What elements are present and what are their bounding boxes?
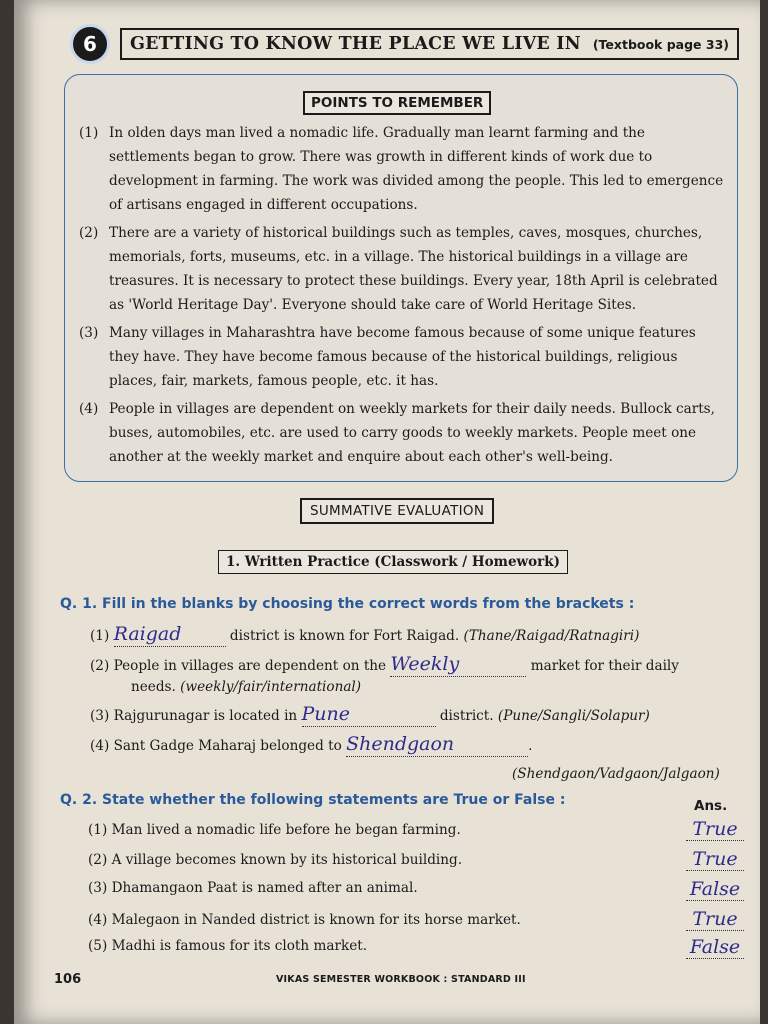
chapter-number-badge: 6: [70, 24, 110, 64]
points-list: [79, 121, 727, 473]
q1-item-4-options: [512, 764, 720, 784]
item-number: (4): [90, 738, 110, 754]
item-text-cont: needs.: [131, 679, 176, 695]
item-number: (3): [88, 880, 108, 896]
question-2-label: Q. 2. State whether the following statements are True or False :: [60, 792, 566, 808]
handwritten-answer: True: [686, 818, 744, 841]
handwritten-answer: True: [686, 908, 744, 931]
item-text: Man lived a nomadic life before he began farming.: [111, 822, 461, 838]
handwritten-answer: True: [686, 848, 744, 871]
handwritten-answer: Weekly: [390, 653, 460, 675]
options: (weekly/fair/international): [180, 679, 362, 695]
points-heading: POINTS TO REMEMBER: [303, 91, 491, 115]
q1-item-3: [90, 704, 650, 727]
point-number: (2): [79, 225, 99, 241]
item-text-pre: People in villages are dependent on the: [113, 658, 387, 674]
item-number: (3): [90, 708, 110, 724]
q1-item-1: [90, 624, 639, 647]
q1-item-4: [90, 734, 532, 757]
blank-answer: [346, 734, 528, 757]
item-text: district is known for Fort Raigad.: [229, 628, 460, 644]
point-item: [79, 121, 727, 217]
q2-item-1: [88, 820, 461, 840]
item-text-pre: Rajgurunagar is located in: [113, 708, 298, 724]
item-number: (1): [90, 628, 110, 644]
point-text: People in villages are dependent on weekly markets for their daily needs. Bullock carts, buses, automobiles, etc. are used to carry goods to weekly markets. People meet one another at the weekly market and enquire about each other's well-being.: [109, 401, 715, 465]
point-item: [79, 397, 727, 469]
point-item: [79, 221, 727, 317]
answer-column-label: Ans.: [694, 798, 728, 814]
item-text-post: market for their daily: [530, 658, 679, 674]
points-to-remember-box: [64, 74, 738, 482]
q2-item-2: [88, 850, 462, 870]
q1-item-2-cont: [131, 677, 361, 697]
options: (Shendgaon/Vadgaon/Jalgaon): [512, 766, 720, 782]
page-number: 106: [54, 972, 82, 987]
chapter-title-box: [120, 28, 739, 60]
blank-answer: [302, 704, 436, 727]
options: (Pune/Sangli/Solapur): [497, 708, 650, 724]
item-number: (4): [88, 912, 108, 928]
item-text-pre: Sant Gadge Maharaj belonged to: [113, 738, 342, 754]
point-number: (3): [79, 325, 99, 341]
chapter-header: [70, 24, 739, 64]
item-number: (2): [88, 852, 108, 868]
item-number: (5): [88, 938, 108, 954]
point-text: There are a variety of historical buildings such as temples, caves, mosques, churches, memorials, forts, museums, etc. in a village. The historical buildings in a village are treasures. It is necessary to protect these buildings. Every year, 18th April is celebrated as 'World Heritage Day'. Everyone should take care of World Heritage Sites.: [109, 225, 718, 313]
item-number: (2): [90, 658, 110, 674]
question-1-label: Q. 1. Fill in the blanks by choosing the correct words from the brackets :: [60, 596, 635, 612]
chapter-title: GETTING TO KNOW THE PLACE WE LIVE IN: [130, 34, 581, 54]
book-title-footer: VIKAS SEMESTER WORKBOOK : STANDARD III: [276, 974, 526, 985]
item-text: A village becomes known by its historical building.: [111, 852, 463, 868]
q1-item-2: [90, 654, 679, 677]
blank-answer: [390, 654, 526, 677]
item-text-post: .: [528, 738, 533, 754]
item-number: (1): [88, 822, 108, 838]
options: (Thane/Raigad/Ratnagiri): [463, 628, 640, 644]
q2-item-4: [88, 910, 521, 930]
handwritten-answer: False: [686, 878, 744, 901]
point-text: Many villages in Maharashtra have become famous because of some unique features they have. They have become famous because of the historical buildings, religious places, fair, markets, famous people, etc. it has.: [109, 325, 696, 389]
item-text: Malegaon in Nanded district is known for its horse market.: [111, 912, 521, 928]
written-practice-heading: 1. Written Practice (Classwork / Homework): [218, 550, 568, 574]
textbook-page-ref: (Textbook page 33): [592, 37, 729, 52]
q2-item-3: [88, 878, 418, 898]
handwritten-answer: Raigad: [113, 623, 182, 645]
q2-item-5: [88, 936, 367, 956]
point-number: (4): [79, 401, 99, 417]
handwritten-answer: Pune: [301, 703, 351, 725]
point-number: (1): [79, 125, 99, 141]
item-text-post: district.: [439, 708, 494, 724]
point-item: [79, 321, 727, 393]
handwritten-answer: False: [686, 936, 744, 959]
handwritten-answer: Shendgaon: [346, 733, 455, 755]
item-text: Madhi is famous for its cloth market.: [111, 938, 368, 954]
blank-answer: [114, 624, 226, 647]
point-text: In olden days man lived a nomadic life. Gradually man learnt farming and the settlements began to grow. There was growth in different kinds of work due to development in farming. The work was divided among the people. This led to emergence of artisans engaged in different occupations.: [109, 125, 724, 213]
workbook-page: [14, 0, 760, 1024]
summative-evaluation-heading: SUMMATIVE EVALUATION: [300, 498, 494, 524]
item-text: Dhamangaon Paat is named after an animal.: [111, 880, 418, 896]
